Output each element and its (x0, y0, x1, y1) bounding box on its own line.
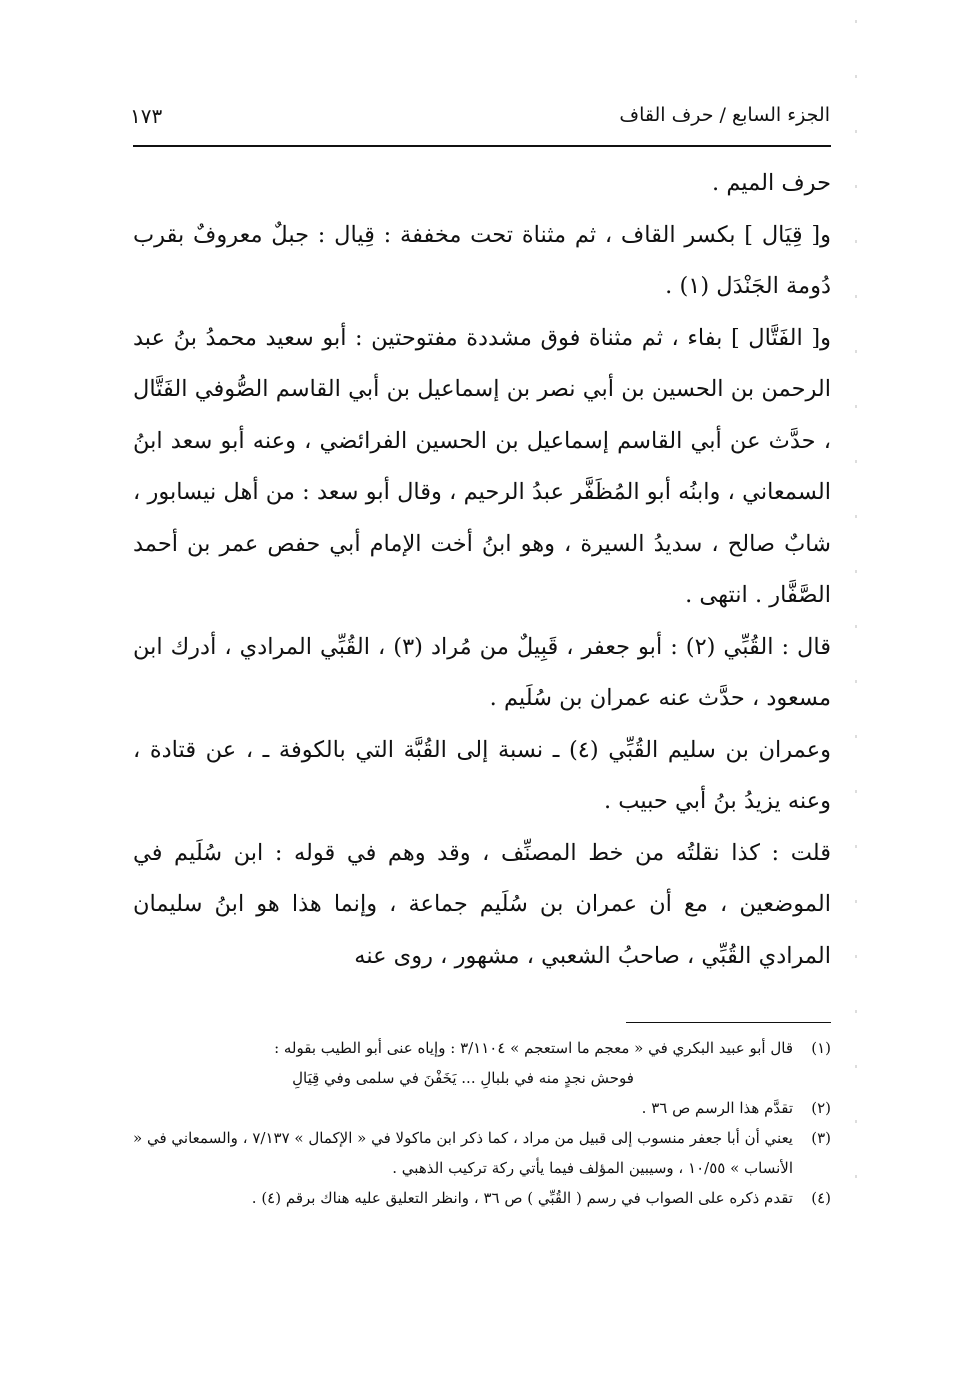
footnote-number: (١) (811, 1039, 831, 1057)
footnote (133, 1093, 831, 1123)
scan-artifact (855, 20, 857, 1220)
footnote-text: قال أبو عبيد البكري في « معجم ما استعجم » ٣/١١٠٤ : وإياه عنى أبو الطيب بقوله : (274, 1039, 793, 1057)
footnote-text: تقدَّم هذا الرسم ص ٣٦ . (641, 1099, 793, 1117)
page-number: ١٧٣ (130, 104, 163, 128)
verse-text: فوحش نجدٍ منه في بلبالِ ... يَخَفْنَ في سلمى وفي قِيَالِ (292, 1069, 634, 1087)
footnote-number: (٤) (811, 1189, 831, 1207)
paragraph: حرف الميم . (712, 170, 831, 196)
footnote-text: تقدم ذكره على الصواب في رسم ( القُبِّي ) ص ٣٦ ، وانظر التعليق عليه هناك برقم (٤) . (251, 1189, 793, 1207)
footnote-verse (133, 1063, 831, 1093)
footnotes (133, 1033, 831, 1213)
footnote-number: (٢) (811, 1099, 831, 1117)
footnote (133, 1183, 831, 1213)
paragraph: قلت : كذا نقلتُه من خط المصنِّف ، وقد وهم في قوله : ابن سُلَيم في الموضعين ، مع أن عمران بن سُلَيم جماعة ، وإنما هذا هو ابنُ سليمان المرادي القُبِّي ، صاحبُ الشعبي ، مشهور ، روى عنه (133, 839, 831, 969)
paragraph: و[ الفَتَّال ] بفاء ، ثم مثناة فوق مشددة مفتوحتين : أبو سعيد محمدُ بنُ عبد الرحمن بن الحسين بن أبي نصر بن إسماعيل بن أبي القاسم الصُّوفي الفَتَّال ، حدَّث عن أبي القاسم إسماعيل بن الحسين الفرائضي ، وعنه أبو سعد ابنُ السمعاني ، وابنُه أبو المُظَفَّر عبدُ الرحيم ، وقال أبو سعد : من أهل نيسابور ، شابٌ صالح ، سديدُ السيرة ، وهو ابنُ أخت الإمام أبي حفص عمر بن أحمد الصَّفَّار . انتهى . (133, 324, 831, 608)
header-rule (133, 145, 831, 147)
footnote (133, 1123, 831, 1183)
footnote-text: يعني أن أبا جعفر منسوب إلى قبيل من مراد ، كما ذكر ابن ماكولا في « الإكمال » ٧/١٣٧ ، والسمعاني في « الأنساب » ١٠/٥٥ ، وسيبين المؤلف فيما يأتي ركة تركيب الذهبي . (133, 1129, 793, 1177)
paragraph: وعمران بن سليم القُبِّي (٤) ـ نسبة إلى القُبَّة التي بالكوفة ـ ، عن قتادة ، وعنه يزيدُ بنُ أبي حبيب . (133, 736, 831, 814)
main-text (133, 158, 831, 982)
page-header (130, 100, 830, 136)
footnote-number: (٣) (811, 1129, 831, 1147)
running-title: الجزء السابع / حرف القاف (619, 104, 830, 126)
footnote-rule (626, 1022, 831, 1023)
paragraph: و[ قِيَال ] بكسر القاف ، ثم مثناة تحت مخففة : قِيال : جبلٌ معروفٌ بقرب دُومة الجَنْدَل (١) . (133, 221, 831, 299)
footnote (133, 1033, 831, 1063)
paragraph: قال : القُبِّي (٢) : أبو جعفر ، قَبِيلٌ من مُراد (٣) ، القُبِّي المرادي ، أدرك ابن مسعود ، حدَّث عنه عمران بن سُلَيم . (133, 633, 832, 711)
